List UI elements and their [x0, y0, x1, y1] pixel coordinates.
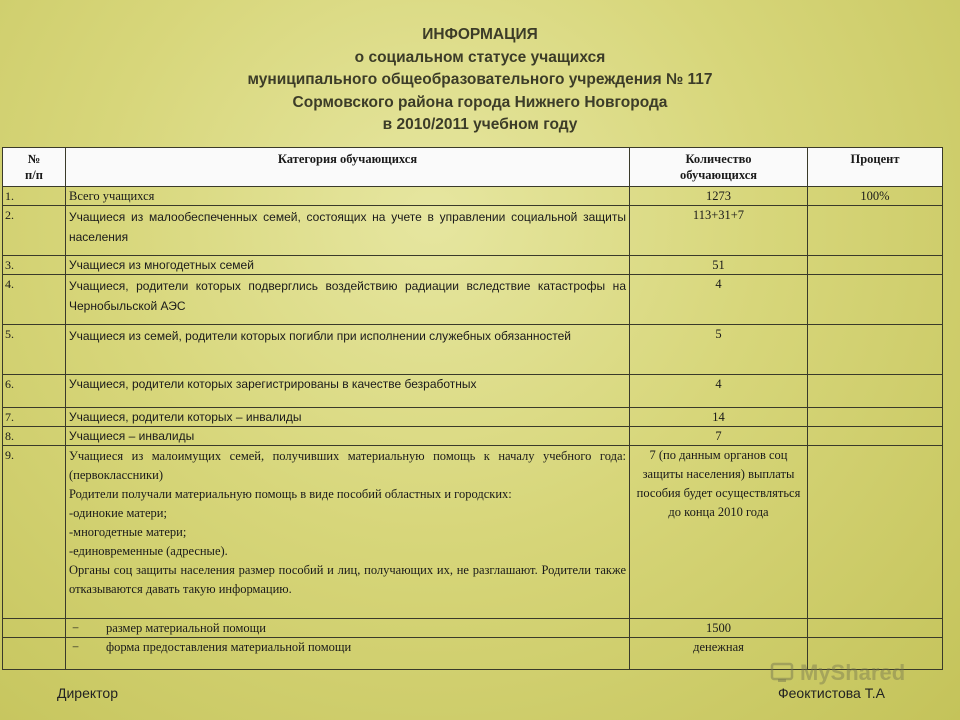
row-num: 9. [3, 446, 66, 619]
social-status-table [2, 147, 943, 670]
table-row-9 [3, 446, 943, 619]
watermark-text: MyShared [800, 660, 906, 685]
table-row [3, 427, 943, 446]
dash-marker: − [72, 640, 80, 654]
table-row [3, 206, 943, 256]
row-count: 14 [630, 408, 808, 427]
title-line-3: муниципального общеобразовательного учреждения № 117 [247, 71, 713, 88]
row9-paragraph: Органы соц защиты населения размер пособий и лиц, получающих их, не разглашают. Родители также отказываются давать такую информацию. [69, 563, 626, 596]
row-num: 7. [3, 408, 66, 427]
row-num: 3. [3, 256, 66, 275]
row-num: 4. [3, 275, 66, 325]
row-category: Учащиеся из семей, родители которых погибли при исполнении служебных обязанностей [66, 325, 630, 375]
row-category [66, 619, 630, 638]
row-category: Учащиеся, родители которых подверглись воздействию радиации вследствие катастрофы на Чернобыльской АЭС [66, 275, 630, 325]
row-percent: 100% [808, 187, 943, 206]
row-num [3, 638, 66, 670]
row-category: Учащиеся из малообеспеченных семей, состоящих на учете в управлении социальной защиты населения [66, 206, 630, 256]
table-row [3, 187, 943, 206]
row-count: 1273 [630, 187, 808, 206]
header-count: Количество обучающихся [630, 148, 808, 187]
row-percent [808, 408, 943, 427]
row-num: 1. [3, 187, 66, 206]
row-count: 7 [630, 427, 808, 446]
title-line-1: ИНФОРМАЦИЯ [422, 26, 538, 43]
row-category: Всего учащихся [66, 187, 630, 206]
row-count: 113+31+7 [630, 206, 808, 256]
subrow-label: форма предоставления материальной помощи [106, 640, 352, 654]
subrow-label: размер материальной помощи [106, 621, 266, 635]
row-count: 1500 [630, 619, 808, 638]
row-category [66, 446, 630, 619]
table-subrow [3, 619, 943, 638]
row-count: денежная [630, 638, 808, 670]
row-percent [808, 256, 943, 275]
row9-paragraph: -одинокие матери; [69, 506, 167, 520]
row-percent [808, 275, 943, 325]
header-num: № п/п [3, 148, 66, 187]
document-title [0, 24, 960, 137]
title-line-2: о социальном статусе учащихся [354, 48, 606, 66]
row9-paragraph: -многодетные матери; [69, 525, 187, 539]
table-row [3, 325, 943, 375]
row-num: 5. [3, 325, 66, 375]
table-row [3, 275, 943, 325]
row-category [66, 638, 630, 670]
footer-director-label: Директор [57, 685, 118, 701]
row-category: Учащиеся из многодетных семей [66, 256, 630, 275]
row-category: Учащиеся – инвалиды [66, 427, 630, 446]
header-category: Категория обучающихся [66, 148, 630, 187]
row-percent [808, 325, 943, 375]
title-line-5: в 2010/2011 учебном году [382, 116, 578, 133]
table-row [3, 256, 943, 275]
row-num: 6. [3, 375, 66, 408]
row9-paragraph: Учащиеся из малоимущих семей, получивших материальную помощь к началу учебного года: (первоклассники) [69, 449, 626, 482]
table-header-row [3, 148, 943, 187]
row-count: 51 [630, 256, 808, 275]
row-percent [808, 206, 943, 256]
dash-marker: − [72, 621, 80, 635]
row-percent [808, 427, 943, 446]
row-count: 5 [630, 325, 808, 375]
row-category: Учащиеся, родители которых зарегистрированы в качестве безработных [66, 375, 630, 408]
title-line-4: Сормовского района города Нижнего Новгорода [292, 93, 668, 111]
row-num: 2. [3, 206, 66, 256]
row-percent [808, 446, 943, 619]
row-count: 4 [630, 375, 808, 408]
row9-paragraph: Родители получали материальную помощь в виде пособий областных и городских: [69, 487, 512, 501]
row-percent [808, 619, 943, 638]
table-row [3, 375, 943, 408]
myshared-logo-icon [770, 661, 796, 683]
row9-paragraph: -единовременные (адресные). [69, 544, 228, 558]
footer-signatory-name: Феоктистова Т.А [778, 685, 885, 701]
row-percent [808, 375, 943, 408]
row-num: 8. [3, 427, 66, 446]
table-row [3, 408, 943, 427]
row-category: Учащиеся, родители которых – инвалиды [66, 408, 630, 427]
header-percent: Процент [808, 148, 943, 187]
row-num [3, 619, 66, 638]
row-count: 7 (по данным органов соц защиты населения) выплаты пособия будет осуществляться до конца 2010 года [630, 446, 808, 619]
row-count: 4 [630, 275, 808, 325]
